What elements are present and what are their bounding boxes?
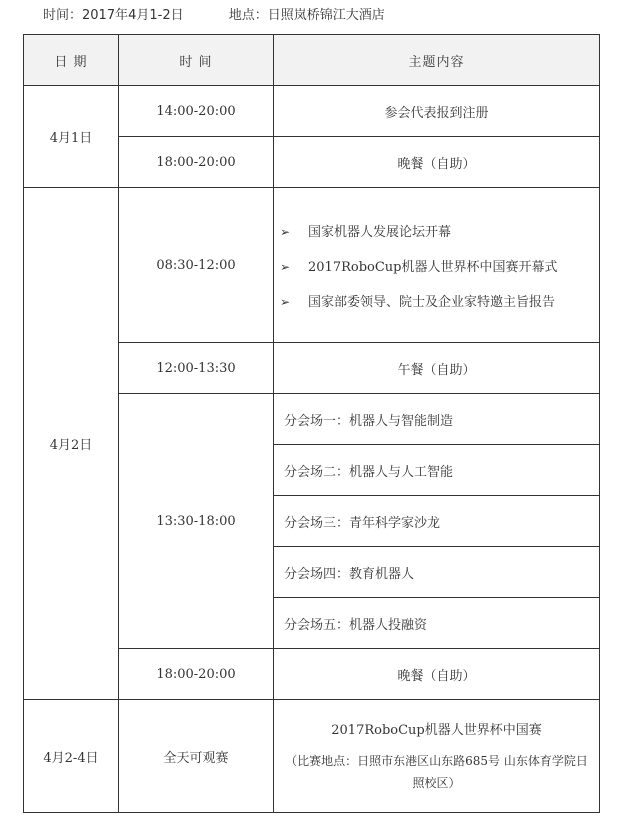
topic-cell: 参会代表报到注册 — [274, 86, 600, 137]
header-row — [24, 35, 600, 86]
event-time: 时间：2017年4月1-2日 — [43, 8, 184, 23]
time-cell: 18:00-20:00 — [119, 649, 274, 700]
topic-cell: 午餐（自助） — [274, 343, 600, 394]
time-cell: 08:30-12:00 — [119, 188, 274, 343]
time-cell: 全天可观赛 — [119, 700, 274, 813]
session-cell: 分会场四：教育机器人 — [274, 547, 600, 598]
list-item — [280, 255, 593, 280]
session-cell: 分会场一：机器人与智能制造 — [274, 394, 600, 445]
header-time: 时 间 — [119, 35, 274, 86]
topic-cell: 晚餐（自助） — [274, 649, 600, 700]
bullet-text: 国家部委领导、院士及企业家特邀主旨报告 — [308, 294, 556, 310]
event-place: 地点：日照岚桥锦江大酒店 — [228, 8, 385, 23]
match-venue: （比赛地点：日照市东港区山东路685号 山东体育学院日照校区） — [285, 753, 588, 790]
time-cell: 12:00-13:30 — [119, 343, 274, 394]
time-cell: 18:00-20:00 — [119, 137, 274, 188]
time-cell: 13:30-18:00 — [119, 394, 274, 649]
session-cell: 分会场五：机器人投融资 — [274, 598, 600, 649]
arrow-bullet-icon: ➢ — [280, 224, 291, 239]
match-title: 2017RoboCup机器人世界杯中国赛 — [331, 722, 542, 738]
arrow-bullet-icon: ➢ — [280, 259, 291, 274]
table-row — [24, 700, 600, 813]
session-cell: 分会场三：青年科学家沙龙 — [274, 496, 600, 547]
table-row — [24, 86, 600, 137]
topic-cell-bullets — [274, 188, 600, 343]
date-cell: 4月2-4日 — [24, 700, 119, 813]
topic-cell: 晚餐（自助） — [274, 137, 600, 188]
date-cell: 4月2日 — [24, 188, 119, 700]
header-topic: 主题内容 — [274, 35, 600, 86]
list-item — [280, 290, 593, 315]
table-row — [24, 188, 600, 343]
date-cell: 4月1日 — [24, 86, 119, 188]
header-date: 日 期 — [24, 35, 119, 86]
list-item — [280, 220, 593, 245]
time-cell: 14:00-20:00 — [119, 86, 274, 137]
topic-cell-match — [274, 700, 600, 813]
arrow-bullet-icon: ➢ — [280, 294, 291, 309]
event-meta — [43, 4, 385, 23]
bullet-text: 国家机器人发展论坛开幕 — [308, 224, 452, 240]
session-cell: 分会场二：机器人与人工智能 — [274, 445, 600, 496]
schedule-table — [23, 34, 600, 813]
bullet-text: 2017RoboCup机器人世界杯中国赛开幕式 — [308, 259, 558, 275]
